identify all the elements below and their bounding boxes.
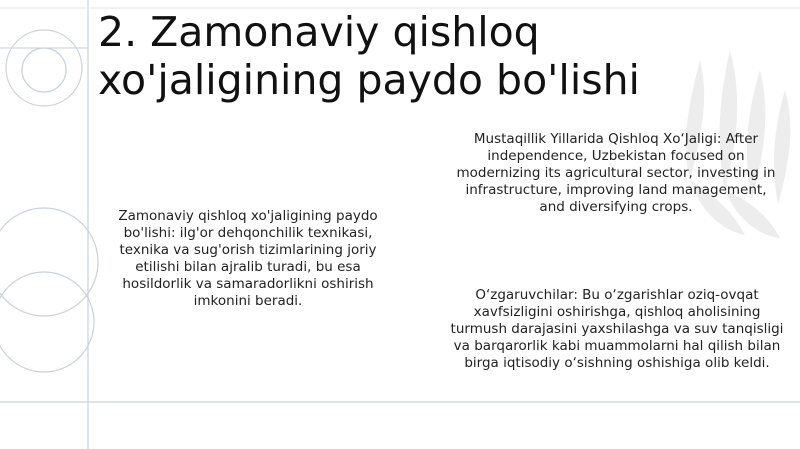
circle-inner: [22, 48, 66, 92]
arc-upper: [0, 208, 98, 316]
independence-paragraph: Mustaqillik Yillarida Qishloq Xo‘Jaligi: After independence, Uzbekistan focused on modernizing its agricultural sector, investing in infrastructure, improving land management, and diversifying crops.: [456, 131, 776, 215]
arc-lower: [0, 272, 94, 372]
changes-paragraph: O‘zgaruvchilar: Bu o‘zgarishlar oziq-ovqat xavfsizligini oshirishga, qishloq aholisining turmush darajasini yaxshilashga va suv tanqisligi va barqarorlik kabi muammolarni hal qilish bilan birga iqtisodiy o‘sishning oshishiga olib keldi.: [450, 287, 784, 371]
circle-outer: [6, 30, 82, 106]
intro-paragraph: Zamonaviy qishloq xo'jaligining paydo bo'lishi: ilg'or dehqonchilik texnikasi, texnika va sug'orish tizimlarining joriy etilishi bilan ajralib turadi, bu esa hosildorlik va samaradorlikni oshirish imkonini beradi.: [118, 208, 378, 309]
page-title: 2. Zamonaviy qishloq xo'jaligining paydo bo'lishi: [98, 8, 640, 104]
